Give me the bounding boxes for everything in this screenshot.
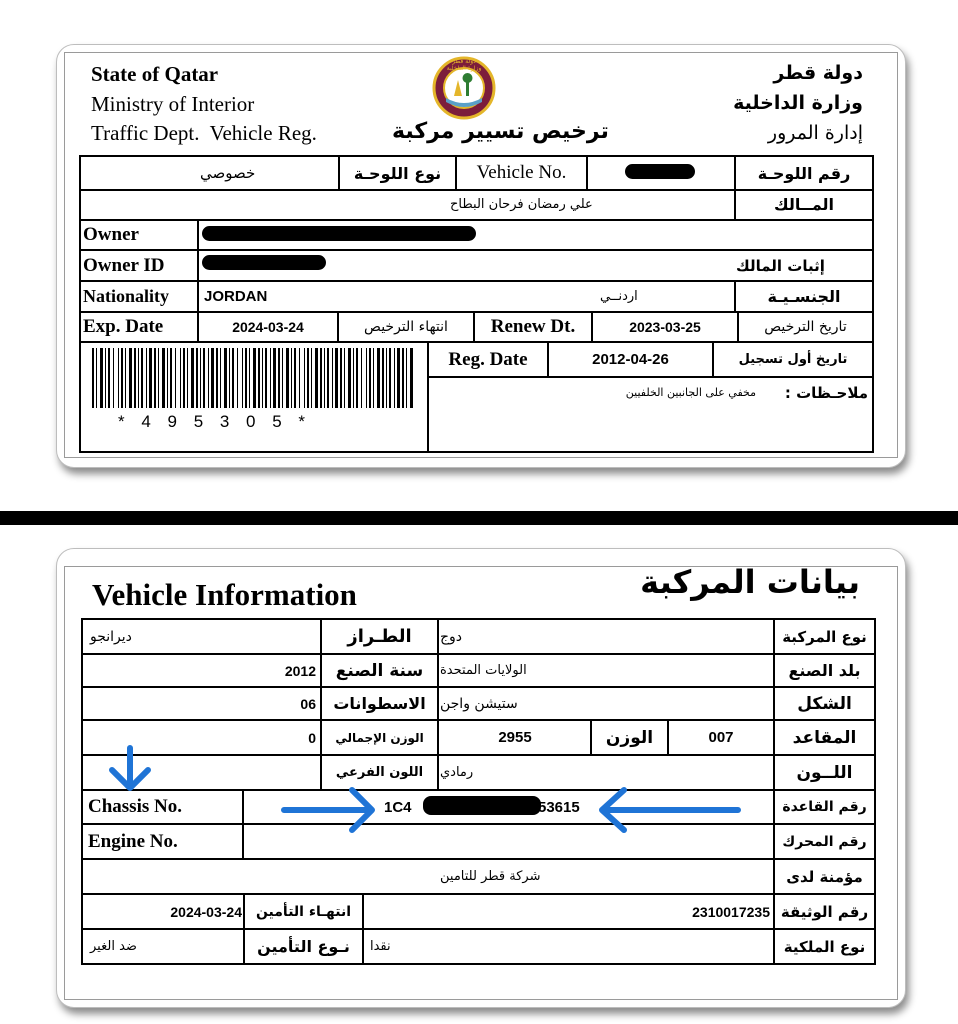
arrow-left-icon	[594, 782, 744, 838]
vehicle-no-label: Vehicle No.	[476, 162, 567, 183]
renew-date-label-ar: تاريخ الترخيص	[764, 319, 847, 335]
owner-id-label-en: Owner ID	[83, 254, 165, 276]
nationality-label-ar: الجنسـيـة	[767, 287, 841, 306]
gross-weight-value: 0	[308, 729, 316, 746]
insurance-type-label: نـوع التأمين	[257, 937, 350, 956]
ministry-en: Ministry of Interior	[91, 92, 255, 116]
shape-label: الشكل	[797, 693, 852, 714]
policy-no-value: 2310017235	[692, 903, 770, 920]
arrow-down-icon	[104, 744, 160, 794]
vehicle-license-title-ar: ترخيص تسيير مركبة	[392, 119, 609, 144]
model-label: الطـراز	[347, 626, 412, 647]
emblem-inscription	[442, 58, 486, 72]
plate-no-label: رقم اللوحـة	[757, 163, 851, 183]
model-value: ديرانجو	[90, 628, 132, 645]
remarks-label-ar: ملاحـظات :	[784, 384, 868, 402]
arrow-right-icon	[280, 782, 380, 838]
insured-by-label: مؤمنة لدى	[786, 867, 863, 886]
barcode	[92, 348, 414, 408]
ownership-type-label: نوع الملكية	[783, 937, 866, 956]
seats-value: 007	[708, 729, 734, 746]
ownership-type-value: نقدا	[370, 939, 391, 954]
year-label: سنة الصنع	[335, 660, 424, 681]
plate-type-label: نوع اللوحـة	[353, 163, 442, 183]
exp-date-label-en: Exp. Date	[83, 316, 164, 337]
owner-label-en: Owner	[83, 224, 139, 245]
traffic-dept-ar: إدارة المرور	[767, 122, 863, 144]
insurance-exp-label: انتهـاء التأمين	[255, 903, 352, 920]
barcode-number: * 4 9 5 3 0 5 *	[118, 412, 312, 431]
separator-bar	[0, 511, 958, 525]
reg-date-value: 2012-04-26	[592, 351, 669, 368]
make-value: دوج	[440, 628, 463, 645]
owner-id-label-ar: إثبات المالك	[736, 256, 825, 275]
renew-date-value: 2023-03-25	[629, 319, 701, 335]
nationality-label-en: Nationality	[83, 286, 170, 306]
ministry-ar: وزارة الداخلية	[733, 92, 863, 114]
reg-date-label-ar: تاريخ أول تسجيل	[738, 352, 848, 367]
owner-name-en-redacted	[202, 226, 476, 241]
owner-name-ar: علي رمضان فرحان البطاح	[450, 197, 593, 212]
chassis-suffix: 53615	[538, 798, 580, 816]
owner-label-ar: المــالك	[773, 195, 835, 214]
make-label: نوع المركبة	[782, 627, 867, 646]
cylinders-label: الاسطوانات	[333, 694, 426, 713]
policy-no-label: رقم الوثيقة	[780, 902, 869, 921]
exp-date-value: 2024-03-24	[232, 319, 304, 335]
state-of-qatar-ar: دولة قطر	[773, 62, 863, 84]
seats-label: المقاعد	[792, 727, 857, 748]
country-value: الولايات المتحدة	[440, 663, 527, 678]
emblem-text-top: دولة قطر	[452, 58, 476, 65]
state-of-qatar-en: State of Qatar	[91, 62, 219, 86]
owner-id-redacted	[202, 255, 326, 270]
color-value: رمادي	[440, 765, 474, 780]
vehicle-info-title-en: Vehicle Information	[92, 577, 357, 612]
insurance-exp-value: 2024-03-24	[170, 903, 242, 920]
reg-date-label-en: Reg. Date	[448, 348, 528, 370]
plate-number-redacted	[625, 164, 695, 179]
exp-date-label-ar: انتهاء الترخيص	[364, 319, 448, 335]
gross-weight-label: الوزن الإجمالي	[335, 730, 424, 745]
engine-label-ar: رقم المحرك	[782, 833, 867, 850]
chassis-label-en: Chassis No.	[88, 796, 182, 817]
chassis-redacted	[423, 796, 541, 815]
plate-type-value: خصوصي	[200, 164, 256, 182]
nationality-value-ar: اردنــي	[600, 289, 638, 304]
traffic-dept-en: Traffic Dept. Vehicle Reg.	[91, 121, 317, 145]
remarks-value-ar: مخفي على الجانبين الخلفيين	[625, 386, 756, 399]
subcolor-label: اللون الفرعي	[335, 765, 424, 780]
color-label: اللــون	[796, 762, 853, 783]
country-label: بلد الصنع	[788, 661, 861, 680]
engine-label-en: Engine No.	[88, 830, 178, 852]
chassis-prefix: 1C4	[384, 798, 412, 816]
weight-label: الوزن	[605, 727, 654, 748]
year-value: 2012	[284, 662, 316, 679]
weight-value: 2955	[498, 729, 532, 746]
emblem-text-bottom: وزارة الداخلية	[446, 65, 482, 72]
insured-by-value: شركة قطر للتامين	[440, 869, 541, 884]
chassis-label-ar: رقم القاعدة	[782, 799, 867, 815]
vehicle-info-title-ar: بيانات المركبة	[640, 563, 860, 601]
cylinders-value: 06	[300, 695, 316, 712]
insurance-type-value: ضد الغير	[90, 939, 137, 954]
shape-value: ستيشن واجن	[440, 695, 518, 712]
renew-date-label-en: Renew Dt.	[490, 316, 576, 337]
nationality-value-en: JORDAN	[204, 288, 268, 305]
